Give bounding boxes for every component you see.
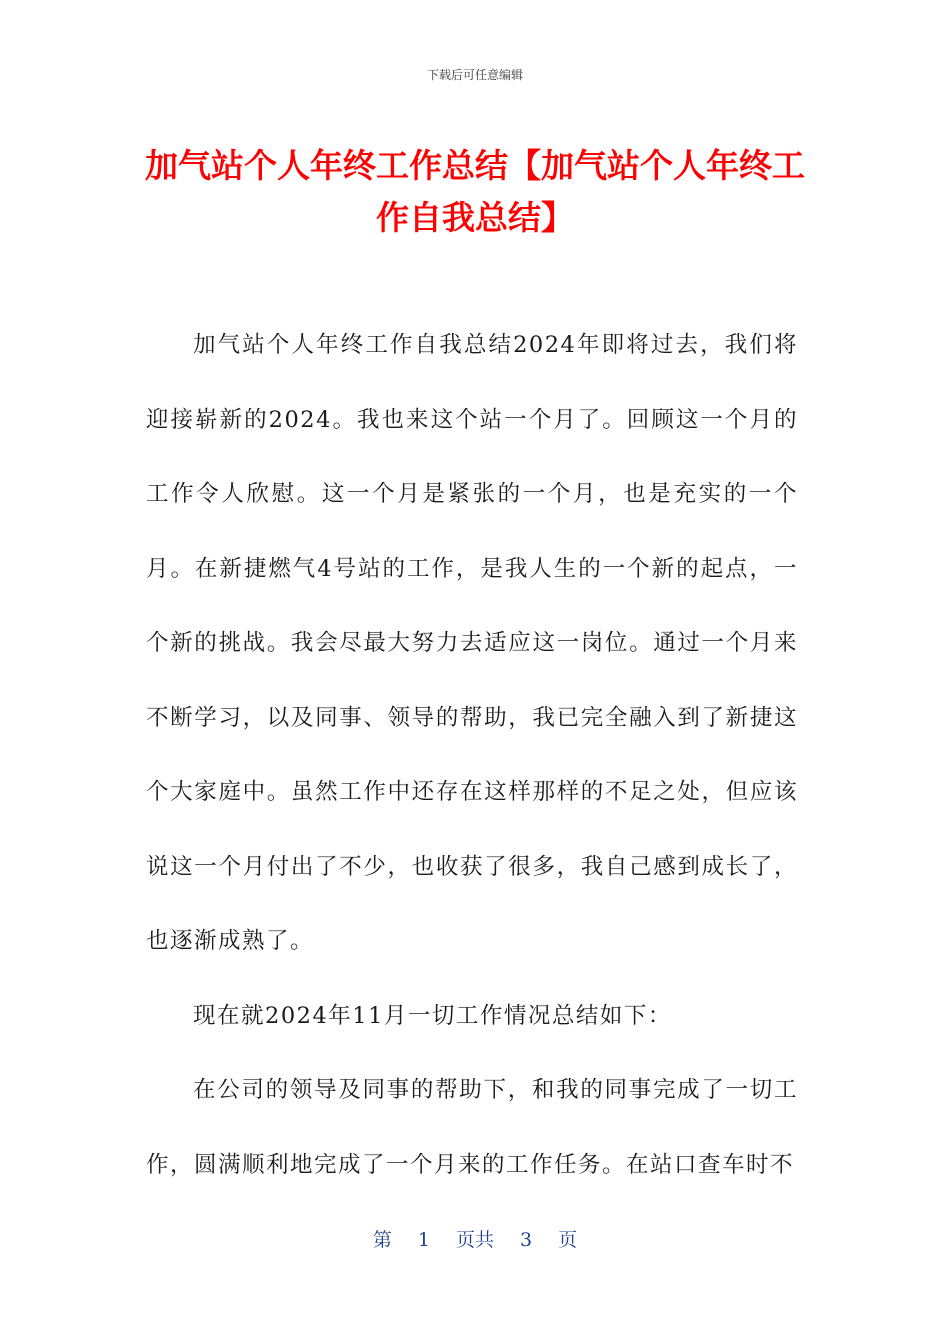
body-paragraph: 现在就2024年11月一切工作情况总结如下： [193, 1002, 672, 1029]
current-page-number: 1 [417, 1229, 430, 1251]
page-suffix: 页 [558, 1229, 578, 1251]
total-pages-number: 3 [520, 1229, 533, 1251]
body-paragraph: 在公司的领导及同事的帮助下，和我的同事完成了一切工作，圆满顺利地完成了一个月来的工作任务。在站口查车时不 [146, 1077, 798, 1178]
document-body [146, 308, 798, 1202]
page-middle-text: 页共 [455, 1229, 494, 1251]
body-paragraph: 加气站个人年终工作自我总结2024年即将过去，我们将迎接崭新的2024。我也来这个站一个月了。回顾这一个月的工作令人欣慰。这一个月是紧张的一个月，也是充实的一个月。在新捷燃气4号站的工作，是我人生的一个新的起点，一个新的挑战。我会尽最大努力去适应这一岗位。通过一个月来不断学习，以及同事、领导的帮助，我已完全融入到了新捷这个大家庭中。虽然工作中还存在这样那样的不足之处，但应该说这一个月付出了不少，也收获了很多，我自己感到成长了，也逐渐成熟了。 [146, 332, 798, 954]
page-prefix: 第 [372, 1229, 392, 1251]
page-footer [0, 1225, 950, 1252]
header-note: 下载后可任意编辑 [426, 68, 523, 82]
document-title: 加气站个人年终工作总结【加气站个人年终工作自我总结】 [145, 146, 805, 237]
